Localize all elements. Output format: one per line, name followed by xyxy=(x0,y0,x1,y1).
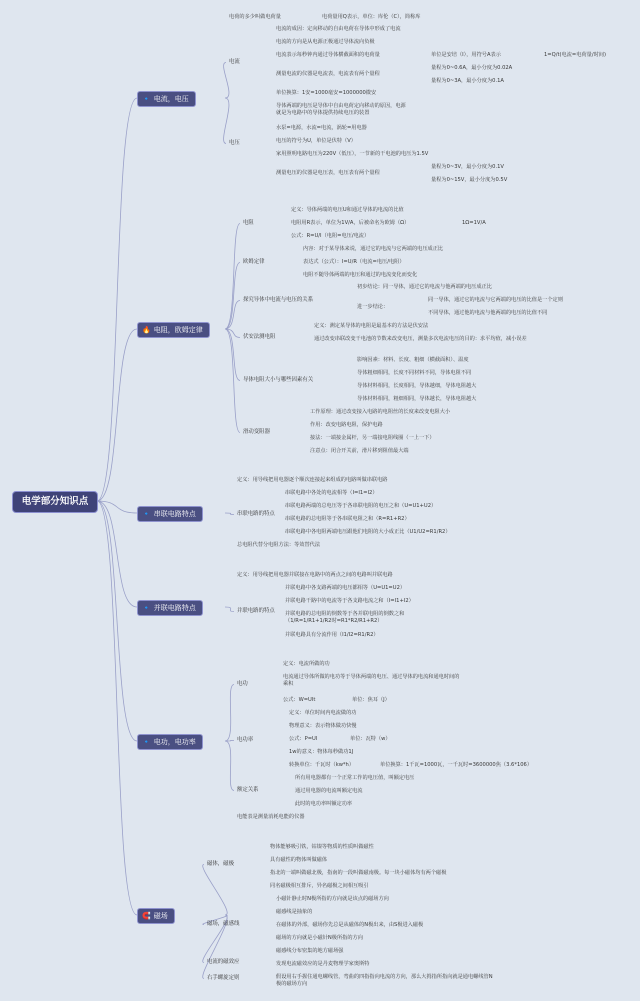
leaf-node: 进一步结论： xyxy=(357,304,389,310)
branch-b4[interactable] xyxy=(137,600,203,616)
leaf-node: 此时的电功率叫额定功率 xyxy=(295,801,353,807)
leaf-node: 磁感线是抽象的 xyxy=(276,909,313,915)
sub-node[interactable]: 电功 xyxy=(237,681,248,687)
sub-node[interactable]: 额定关系 xyxy=(237,787,259,793)
leaf-node: 导体两端的电压是导体中自由电荷定向移动的原因，电源就是为电路中的导体提供持续电压的装置 xyxy=(276,103,406,116)
leaf-node: 物理意义：表示物体做功快慢 xyxy=(289,723,357,729)
sub-node[interactable]: 探究导体中电流与电压的关系 xyxy=(243,297,314,303)
sub-node[interactable]: 电流 xyxy=(229,59,240,65)
sub-node[interactable]: 伏安法测电阻 xyxy=(243,334,276,340)
leaf-node: 1Ω=1V/A xyxy=(462,220,486,226)
leaf-node: 不同导体，通过他的电流与他两端的电压的比值不同 xyxy=(428,310,548,316)
leaf-node: 表达式（公式）：I=U/R（电流=电压/电阻） xyxy=(303,259,405,265)
leaf-node: 定义：用导线把用电器逐个顺次连接起来组成的电路叫做串联电路 xyxy=(237,477,388,483)
leaf-node: 转换单位：千瓦时（kw*h） xyxy=(289,762,355,768)
branch-label: 磁场 xyxy=(153,912,168,920)
connector xyxy=(224,98,229,144)
leaf-node: 量程为0~15V，最小分度为0.5V xyxy=(431,177,508,183)
magnet-icon: 🧲 xyxy=(142,912,151,920)
sub-node[interactable]: 并联电路的特点 xyxy=(237,608,275,614)
branch-b2[interactable] xyxy=(137,322,210,338)
leaf-node: 公式：W=UIt xyxy=(283,697,316,703)
leaf-node: 并联电路的总电阻的倒数等于各并联电阻的倒数之和（1/R=1/R1+1/R2时=R1*R2/R1+R2） xyxy=(285,611,405,624)
leaf-node: 电荷的多少叫做电荷量 xyxy=(229,14,281,20)
connector xyxy=(97,501,137,915)
connector xyxy=(97,329,137,501)
leaf-node: 具有磁性的物体叫做磁体 xyxy=(270,857,328,863)
leaf-node: 单位是安培（I），用符号A表示 xyxy=(431,52,501,58)
leaf-node: 公式：R=U/I（电阻=电压/电流） xyxy=(291,233,370,239)
connector xyxy=(225,224,240,330)
branch-b3[interactable] xyxy=(137,506,203,522)
leaf-node: 同一导体，通过它的电流与它两端的电压的比值是一个定则 xyxy=(428,297,563,303)
sub-node[interactable]: 电压 xyxy=(229,140,240,146)
sub-node[interactable]: 欧姆定律 xyxy=(243,259,265,265)
root-node[interactable]: 电学部分知识点 xyxy=(12,491,98,513)
leaf-node: 并联电路具有分流作用（I1/I2=R1/R2） xyxy=(285,632,379,638)
leaf-node: 量程为0~3A，最小分度为0.1A xyxy=(431,78,504,84)
leaf-node: 导体粗细相同，长度不同材料不同，导体电阻不同 xyxy=(357,370,472,376)
leaf-node: 工作原理：通过改变接入电路的电阻丝的长度来改变电阻大小 xyxy=(310,409,451,415)
leaf-node: 假设用右手握住通电螺线管，弯曲的四指指向电流的方向，那么大拇指所指向就是通电螺线管N极的磁场方向 xyxy=(276,974,493,987)
leaf-node: 磁感线分布密集的地方磁场强 xyxy=(276,948,344,954)
leaf-node: 通过用电器的电流叫额定电流 xyxy=(295,788,363,794)
leaf-node: 电压的符号为U，单位是伏特（V） xyxy=(276,138,356,144)
connector xyxy=(225,685,234,742)
leaf-node: 电荷量用Q表示，单位：库伦（C），简称库 xyxy=(322,14,421,20)
leaf-node: 发现电流磁效应的是丹麦物理学家奥斯特 xyxy=(276,961,370,967)
leaf-node: 定义：导体两端的电压U和通过导体的电流的比值 xyxy=(291,207,404,213)
leaf-node: 水泵=电源，水流=电流，涡轮=用电器 xyxy=(276,125,367,131)
branch-b1[interactable] xyxy=(137,91,196,107)
branch-b5[interactable] xyxy=(137,734,203,750)
leaf-node: 1w的意义：物体每秒做功1J xyxy=(289,749,354,755)
leaf-node: 测量电压的仪器是电压表，电压表有两个量程 xyxy=(276,170,380,176)
leaf-node: 通过改变串联改变干电池的节数来改变电压，测量多次电流电压的目的：求平均值，减小误差 xyxy=(314,336,527,342)
leaf-node: 量程为0~3V，最小分度为0.1V xyxy=(431,164,504,170)
leaf-node: 单位换算：1安=1000毫安=1000000微安 xyxy=(276,90,377,96)
diamond-icon: 🔹 xyxy=(142,738,151,746)
diamond-icon: 🔹 xyxy=(142,510,151,518)
leaf-node: 单位：瓦特（w） xyxy=(350,736,391,742)
sub-node[interactable]: 滑动变阻器 xyxy=(243,429,270,435)
connector xyxy=(225,741,234,791)
connector xyxy=(225,607,234,612)
leaf-node: 串联电路的总电阻等于各串联电阻之和（R=R1+R2） xyxy=(285,516,410,522)
leaf-node: 定义：用导线把用电器并联接在电路中的两点之间的电路叫并联电路 xyxy=(237,572,393,578)
leaf-node: 串联电路两端的总电压等于各串联电阻的电压之和（U=U1+U2） xyxy=(285,503,437,509)
sub-node[interactable]: 电流的磁效应 xyxy=(207,959,240,965)
sub-node[interactable]: 电功率 xyxy=(237,737,254,743)
leaf-node: 定义：测定某导体的电阻是最基本的方法是伏安法 xyxy=(314,323,429,329)
branch-label: 电流，电压 xyxy=(153,95,189,103)
sub-node[interactable]: 磁场，磁感线 xyxy=(207,921,240,927)
leaf-node: 作用：改变电路电阻，保护电路 xyxy=(310,422,383,428)
leaf-node: 电流表示每秒钟内通过导体横截面积的电荷量 xyxy=(276,52,380,58)
leaf-node: 总电阻代替分电阻方法：等效替代法 xyxy=(237,542,321,548)
leaf-node: 注意点：闭合开关前，滑片移到阻值最大端 xyxy=(310,448,409,454)
leaf-node: 同名磁极相互排斥，异名磁极之间相互吸引 xyxy=(270,883,369,889)
branch-label: 并联电路特点 xyxy=(153,604,196,612)
leaf-node: 并联电路中各支路两端的电压都相等（U=U1=U2） xyxy=(285,585,406,591)
leaf-node: 接法：一端接金属杆，另一端接电阻线圈（一上一下） xyxy=(310,435,435,441)
leaf-node: 物体能够吸引铁，钴镍等物质的性质叫做磁性 xyxy=(270,844,374,850)
connector xyxy=(97,501,137,607)
connector xyxy=(225,513,234,515)
leaf-node: 磁场的方向就是小磁针N极所指的方向 xyxy=(276,935,363,941)
branch-b6[interactable] xyxy=(137,908,175,924)
sub-node[interactable]: 电阻 xyxy=(243,220,254,226)
connector xyxy=(224,63,229,99)
leaf-node: 定义：单位时间内电流做的功 xyxy=(289,710,357,716)
leaf-node: 电阻不随导体两端的电压和通过的电流变化而变化 xyxy=(303,272,418,278)
leaf-node: 导体材料相同，粗细相同，导体越长，导体电阻越大 xyxy=(357,396,477,402)
leaf-node: 电阻用R表示，单位为1V/A，后被命名为欧姆（Ω） xyxy=(291,220,410,226)
leaf-node: 导体材料相同，长度相同，导体越细，导体电阻越大 xyxy=(357,383,477,389)
leaf-node: 影响因素：材料、长度、粗细（横截面积）、温度 xyxy=(357,357,469,363)
leaf-node: 初步结论：同一导体，通过它的电流与他两端的电压成正比 xyxy=(357,284,492,290)
branch-label: 电功，电功率 xyxy=(153,738,196,746)
branch-label: 电阻，欧姆定律 xyxy=(153,326,203,334)
sub-node[interactable]: 右手螺旋定则 xyxy=(207,975,240,981)
leaf-node: 1=Q/t(电流=电荷量/时间) xyxy=(544,52,606,58)
leaf-node: 小磁针静止时N极所指的方向就是该点的磁场方向 xyxy=(276,896,389,902)
leaf-node: 电流的成因：定向移动的自由电荷在导体中形成了电流 xyxy=(276,26,401,32)
diamond-icon: 🔹 xyxy=(142,604,151,612)
branch-label: 串联电路特点 xyxy=(153,510,196,518)
leaf-node: 公式：P=UI xyxy=(289,736,318,742)
sub-node[interactable]: 导体电阻大小与哪些因素有关 xyxy=(243,377,314,383)
leaf-node: 内容：对于某导体来说，通过它的电流与它两端的电压成正比 xyxy=(303,246,444,252)
leaf-node: 单位：焦耳（J） xyxy=(352,697,390,703)
leaf-node: 测量电流的仪器是电流表，电流表有两个量程 xyxy=(276,71,380,77)
sub-node[interactable]: 磁体，磁极 xyxy=(207,861,234,867)
connector xyxy=(203,865,227,916)
leaf-node: 电流的方向是从电源正极通过导体流向负极 xyxy=(276,39,375,45)
diamond-icon: 🔹 xyxy=(142,95,151,103)
leaf-node: 家用照明电路电压为220V（低压），一节新的干电池的电压为1.5V xyxy=(276,151,429,157)
leaf-node: 并联电路干路中的电流等于各支路电流之和（I=I1+I2） xyxy=(285,598,414,604)
leaf-node: 单位换算：1千瓦=1000瓦，一千瓦时=3600000焦（3.6*106） xyxy=(380,762,533,768)
leaf-node: 指北的一端叫做磁北极，指南的一段叫做磁南极。每一块小磁体均有两个磁极 xyxy=(270,870,447,876)
leaf-node: 串联电路中各电阻两端电压跟他们电阻的大小成正比（U1/U2=R1/R2） xyxy=(285,529,451,535)
leaf-node: 定义：电流所做的功 xyxy=(283,661,330,667)
leaf-node: 量程为0~0.6A，最小分度为0.02A xyxy=(431,65,513,71)
leaf-node: 所有用电器都有一个正常工作的电压值，叫额定电压 xyxy=(295,775,415,781)
fire-icon: 🔥 xyxy=(142,326,151,334)
sub-node[interactable]: 串联电路的特点 xyxy=(237,511,275,517)
leaf-node: 电能表是测量消耗电能的仪器 xyxy=(237,814,305,820)
leaf-node: 串联电路中各处的电流相等（I=I1=I2） xyxy=(285,490,378,496)
connector xyxy=(225,301,240,330)
leaf-node: 电流通过导体所做的电功等于导体两端的电压、通过导体的电流和通电时间的乘积 xyxy=(283,674,460,687)
leaf-node: 在磁体的外部，磁场你先总是从磁体的N极出来，由S极进入磁极 xyxy=(276,922,424,928)
connector xyxy=(97,98,137,501)
